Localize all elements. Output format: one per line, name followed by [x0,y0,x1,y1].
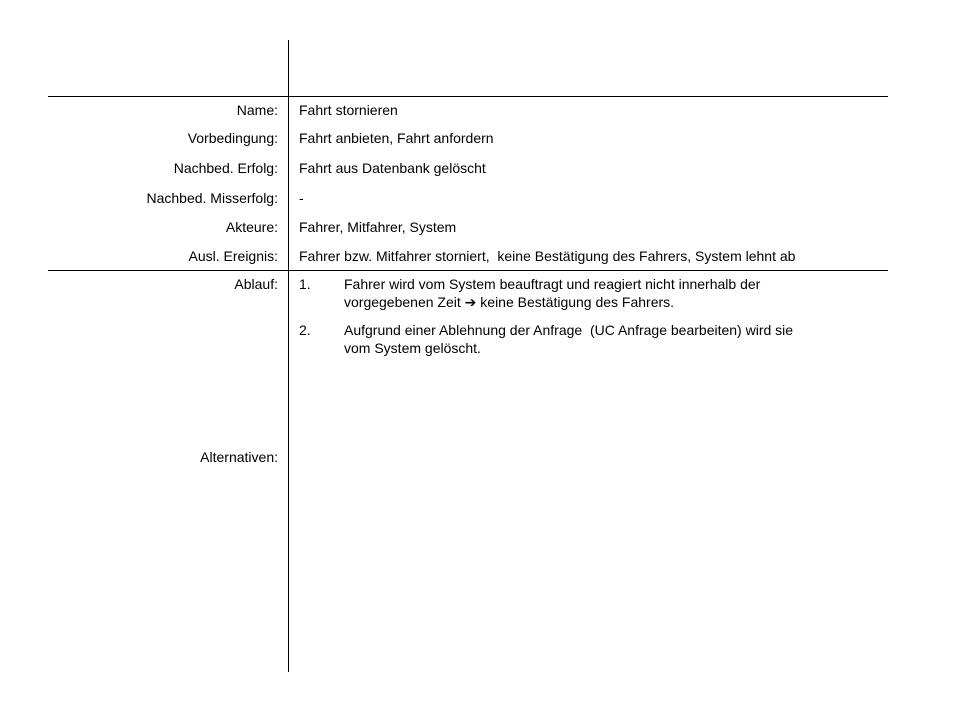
step-line-part: vorgegebenen Zeit [344,294,461,310]
label-alternativen: Alternativen: [200,449,278,465]
value-ausl-ereignis: Fahrer bzw. Mitfahrer storniert, keine Bestätigung des Fahrers, System lehnt ab [299,248,796,264]
step-line: vom System gelöscht. [344,340,481,356]
step-text [344,321,884,357]
step-number: 1. [299,276,311,292]
value-akteure: Fahrer, Mitfahrer, System [299,219,457,235]
label-nachbed-erfolg: Nachbed. Erfolg: [173,160,278,176]
step-line: Fahrer wird vom System beauftragt und reagiert nicht innerhalb der [344,276,761,292]
step-line-part: keine Bestätigung des Fahrers. [480,294,675,310]
step-line: Aufgrund einer Ablehnung der Anfrage (UC Anfrage bearbeiten) wird sie [344,322,794,338]
label-vorbedingung: Vorbedingung: [187,130,278,146]
label-nachbed-misserfolg: Nachbed. Misserfolg: [146,190,278,206]
arrow-right-icon: ➔ [464,295,477,311]
step-text [344,275,884,312]
label-ablauf: Ablauf: [234,276,278,292]
column-divider [288,40,289,672]
header-rule [48,96,888,97]
label-name: Name: [236,102,278,118]
step-line [344,293,884,312]
value-nachbed-erfolg: Fahrt aus Datenbank gelöscht [299,160,486,176]
section-rule [48,270,888,271]
label-akteure: Akteure: [225,219,278,235]
value-vorbedingung: Fahrt anbieten, Fahrt anfordern [299,130,494,146]
step-number: 2. [299,322,311,338]
value-name: Fahrt stornieren [299,102,398,118]
label-ausl-ereignis: Ausl. Ereignis: [188,248,278,264]
value-nachbed-misserfolg: - [299,190,304,206]
